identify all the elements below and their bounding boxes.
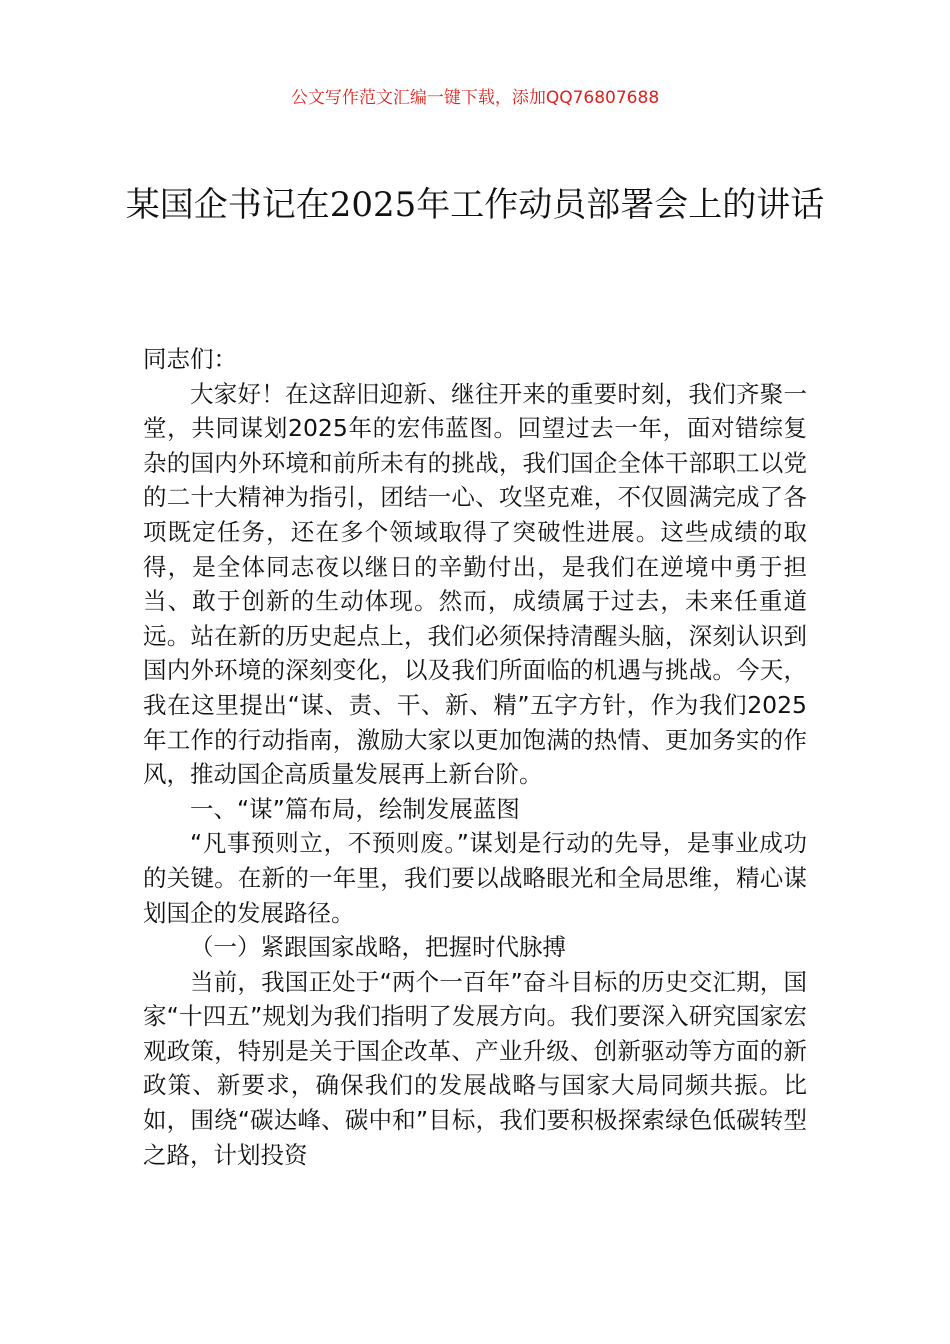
- section-heading-1: 一、“谋”篇布局，绘制发展蓝图: [190, 794, 520, 823]
- salutation: 同志们：: [143, 345, 237, 373]
- document-title: 某国企书记在2025年工作动员部署会上的讲话: [125, 185, 825, 225]
- subsection-heading-1: （一）紧跟国家战略，把握时代脉搏: [190, 933, 566, 962]
- paragraph-intro: 大家好！在这辞旧迎新、继往开来的重要时刻，我们齐聚一堂，共同谋划2025年的宏伟蓝图。回望过去一年，面对错综复杂的国内外环境和前所未有的挑战，我们国企全体干部职工以党的二十大精神为指引，团结一心、攻坚克难，不仅圆满完成了各项既定任务，还在多个领域取得了突破性进展。这些成绩的取得，是全体同志夜以继日的辛勤付出，是我们在逆境中勇于担当、敢于创新的生动体现。然而，成绩属于过去，未来任重道远。站在新的历史起点上，我们必须保持清醒头脑，深刻认识到国内外环境的深刻变化，以及我们所面临的机遇与挑战。今天，我在这里提出“谋、责、干、新、精”五字方针，作为我们2025年工作的行动指南，激励大家以更加饱满的热情、更加务实的作风，推动国企高质量发展再上新台阶。: [143, 379, 807, 789]
- document-body: [143, 342, 807, 1172]
- paragraph-subsection-1: 当前，我国正处于“两个一百年”奋斗目标的历史交汇期，国家“十四五”规划为我们指明了发展方向。我们要深入研究国家宏观政策，特别是关于国企改革、产业升级、创新驱动等方面的新政策、新要求，确保我们的发展战略与国家大局同频共振。比如，围绕“碳达峰、碳中和”目标，我们要积极探索绿色低碳转型之路，计划投资: [143, 967, 807, 1169]
- download-promo-note: 公文写作范文汇编一键下载，添加QQ76807688: [290, 88, 660, 108]
- paragraph-section-1-intro: “凡事预则立，不预则废。”谋划是行动的先导，是事业成功的关键。在新的一年里，我们要以战略眼光和全局思维，精心谋划国企的发展路径。: [143, 829, 807, 927]
